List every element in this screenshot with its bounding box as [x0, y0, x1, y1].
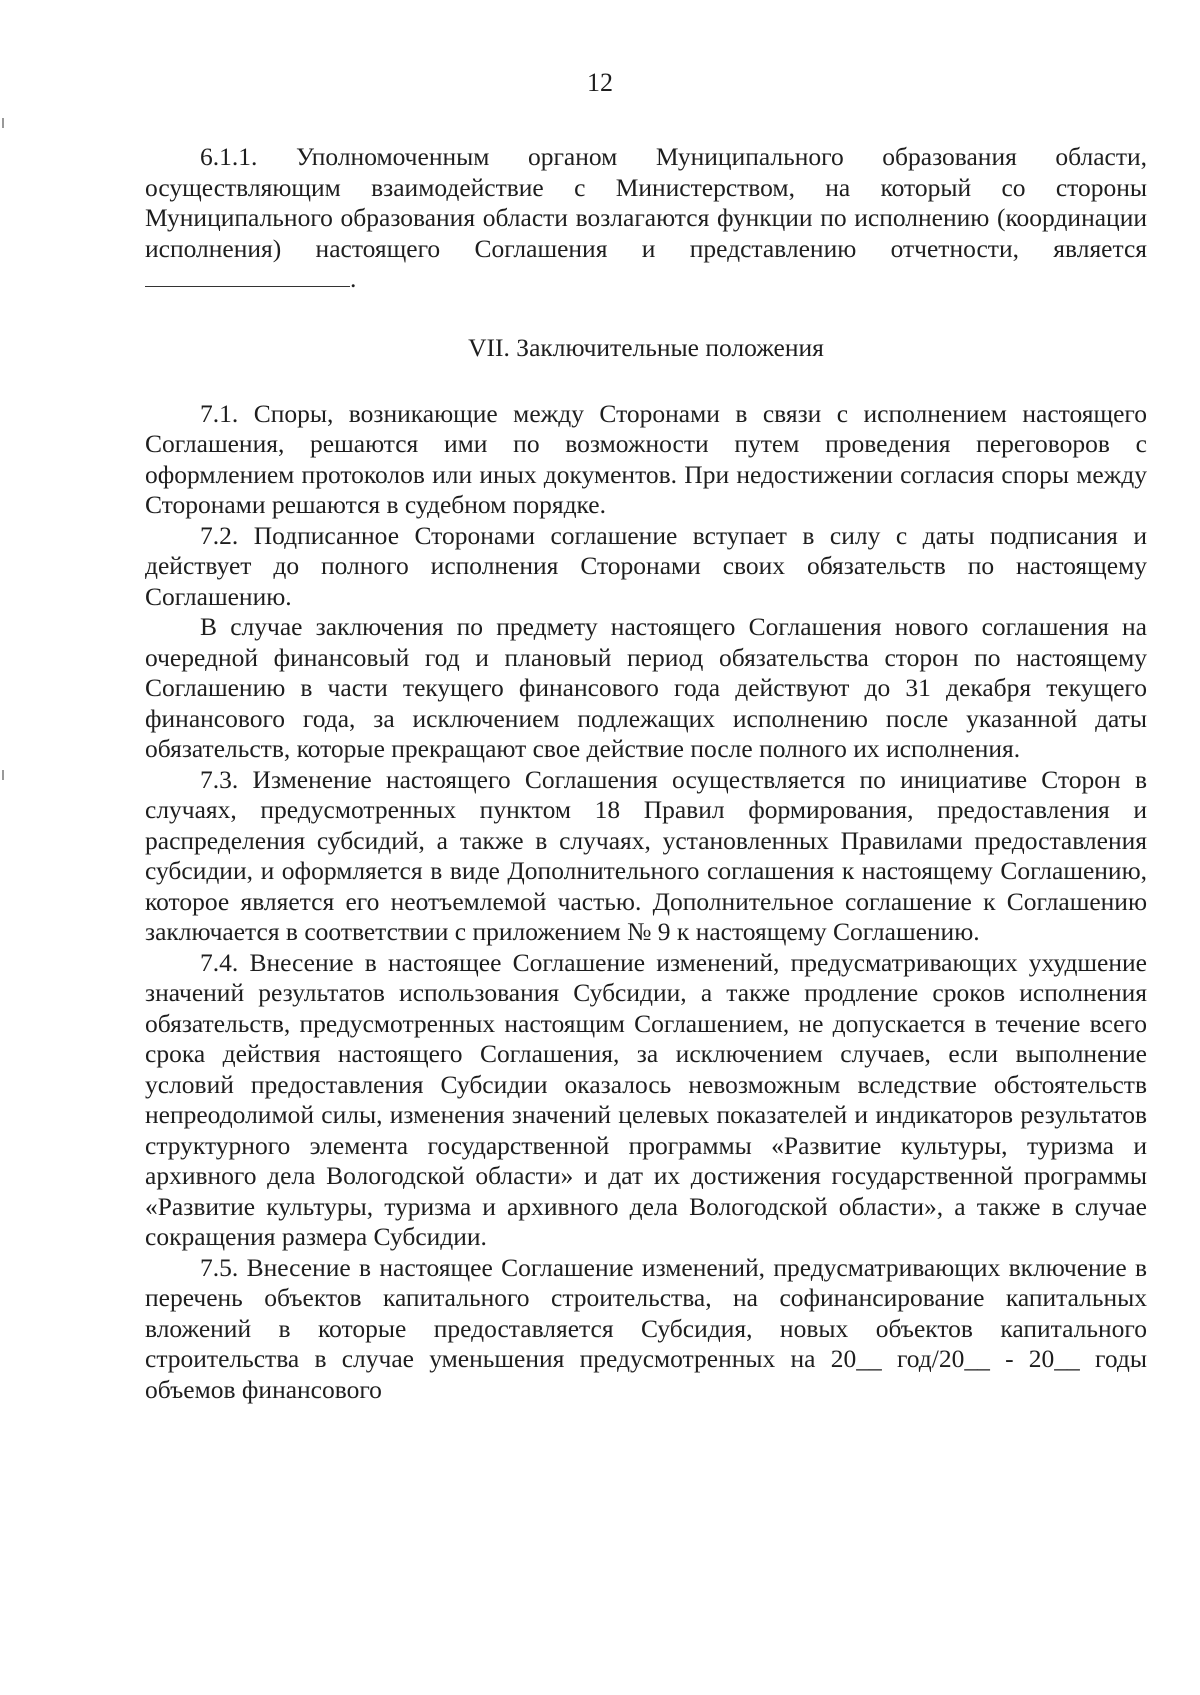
- clause-6-1-1-text: 6.1.1. Уполномоченным органом Муниципального образования области, осуществляющим взаимодействие с Министерством, на который со стороны Муниципального образования области возлагаются функции по исполнению (координации исполнения) настоящего Соглашения и представлению отчетности, является: [145, 142, 1147, 263]
- clause-7-5: 7.5. Внесение в настоящее Соглашение изменений, предусматривающих включение в перечень объектов капитального строительства, на софинансирование капитальных вложений в которые предоставляется Субсидия, новых объектов капитального строительства в случае уменьшения предусмотренных на 20__ год/20__ - 20__ годы объемов финансового: [145, 1252, 1147, 1404]
- clause-7-1: 7.1. Споры, возникающие между Сторонами в связи с исполнением настоящего Соглашения, решаются ими по возможности путем проведения переговоров с оформлением протоколов или иных документов. При недостижении согласия споры между Сторонами решаются в судебном порядке.: [145, 398, 1147, 519]
- blank-field: [145, 266, 350, 287]
- scan-artifact: [2, 118, 4, 128]
- scan-artifact: [2, 770, 4, 780]
- page-number: 12: [587, 68, 613, 97]
- clause-6-1-1: [145, 142, 1147, 295]
- clause-7-2-continued: В случае заключения по предмету настоящего Соглашения нового соглашения на очередной финансовый год и плановый период обязательства сторон по настоящему Соглашению в части текущего финансового года действуют до 31 декабря текущего финансового года, за исключением подлежащих исполнению после указанной даты обязательств, которые прекращают свое действие после полного их исполнения.: [145, 612, 1147, 763]
- clause-6-1-1-end: .: [350, 264, 357, 293]
- clause-7-2: 7.2. Подписанное Сторонами соглашение вступает в силу с даты подписания и действует до полного исполнения Сторонами своих обязательств по настоящему Соглашению.: [145, 520, 1147, 611]
- clause-7-4: 7.4. Внесение в настоящее Соглашение изменений, предусматривающих ухудшение значений результатов использования Субсидии, а также продление сроков исполнения обязательств, предусмотренных настоящим Соглашением, не допускается в течение всего срока действия настоящего Соглашения, за исключением случаев, если выполнение условий предоставления Субсидии оказалось невозможным вследствие обстоятельств непреодолимой силы, изменения значений целевых показателей и индикаторов результатов структурного элемента государственной программы «Развитие культуры, туризма и архивного дела Вологодской области» и дат их достижения государственной программы «Развитие культуры, туризма и архивного дела Вологодской области», а также в случае сокращения размера Субсидии.: [145, 947, 1147, 1251]
- document-body: [145, 142, 1147, 1405]
- clause-7-3: 7.3. Изменение настоящего Соглашения осуществляется по инициативе Сторон в случаях, предусмотренных пунктом 18 Правил формирования, предоставления и распределения субсидий, а также в случаях, установленных Правилами предоставления субсидии, и оформляется в виде Дополнительного соглашения к настоящему Соглашению, которое является его неотъемлемой частью. Дополнительное соглашение к Соглашению заключается в соответствии с приложением № 9 к настоящему Соглашению.: [145, 764, 1147, 946]
- section-heading: VII. Заключительные положения: [468, 332, 824, 362]
